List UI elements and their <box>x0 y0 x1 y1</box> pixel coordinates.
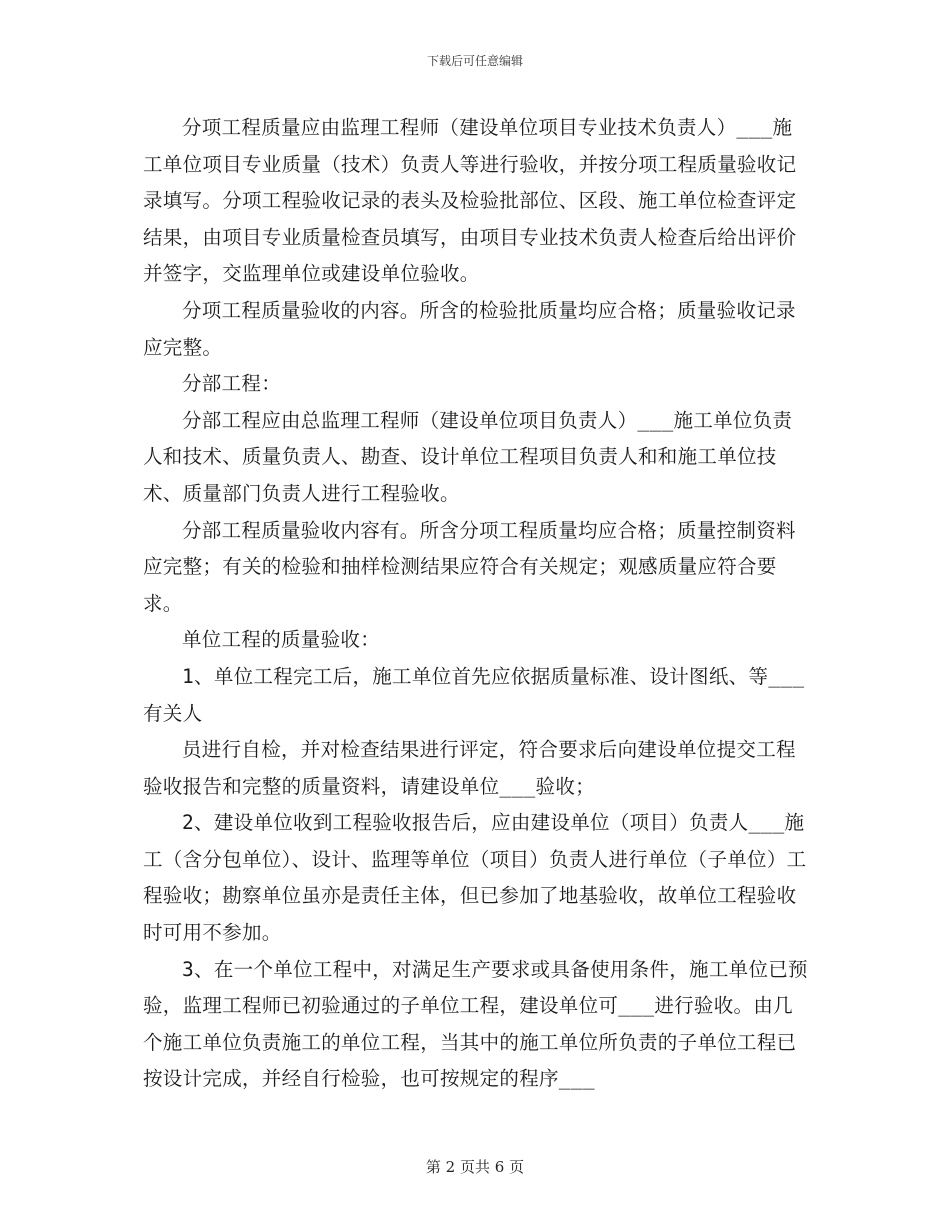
paragraph-division-acceptance: 分部工程应由总监理工程师（建设单位项目负责人）___施工单位负责人和技术、质量负责人、勘查、设计单位工程项目负责人和和施工单位技术、质量部门负责人进行工程验收。 <box>143 408 793 505</box>
page-number: 第 2 页共 6 页 <box>425 1158 525 1176</box>
paragraph-division-heading: 分部工程： <box>182 372 282 396</box>
document-body <box>143 110 811 1098</box>
paragraph-unit-heading: 单位工程的质量验收： <box>182 628 381 652</box>
paragraph-division-content: 分部工程质量验收内容有。所含分项工程质量均应合格；质量控制资料应完整；有关的检验和抽样检测结果应符合有关规定；观感质量应符合要求。 <box>143 518 796 615</box>
paragraph-subitem-content: 分项工程质量验收的内容。所含的检验批质量均应合格；质量验收记录应完整。 <box>143 298 796 359</box>
paragraph-unit-step-1: 1、单位工程完工后，施工单位首先应依据质量标准、设计图纸、等___有关人 <box>143 664 805 725</box>
paragraph-unit-step-1-cont: 员进行自检，并对检查结果进行评定，符合要求后向建设单位提交工程验收报告和完整的质量资料，请建设单位___验收； <box>143 738 796 798</box>
paragraph-unit-step-2: 2、建设单位收到工程验收报告后，应由建设单位（项目）负责人___施工（含分包单位）、设计、监理等单位（项目）负责人进行单位（子单位）工程验收；勘察单位虽亦是责任主体，但已参加了地基验收，故单位工程验收时可用不参加。 <box>143 811 807 945</box>
paragraph-subitem-acceptance: 分项工程质量应由监理工程师（建设单位项目专业技术负责人）___施工单位项目专业质量（技术）负责人等进行验收，并按分项工程质量验收记录填写。分项工程验收记录的表头及检验批部位、区段、施工单位检查评定结果，由项目专业质量检查员填写，由项目专业技术负责人检查后给出评价并签字，交监理单位或建设单位验收。 <box>143 116 797 286</box>
page-header-note: 下载后可任意编辑 <box>426 54 523 68</box>
paragraph-unit-step-3: 3、在一个单位工程中，对满足生产要求或具备使用条件，施工单位已预验，监理工程师已初验通过的子单位工程，建设单位可___进行验收。由几个施工单位负责施工的单位工程，当其中的施工单位所负责的子单位工程已按设计完成，并经自行检验，也可按规定的程序___ <box>143 957 808 1091</box>
